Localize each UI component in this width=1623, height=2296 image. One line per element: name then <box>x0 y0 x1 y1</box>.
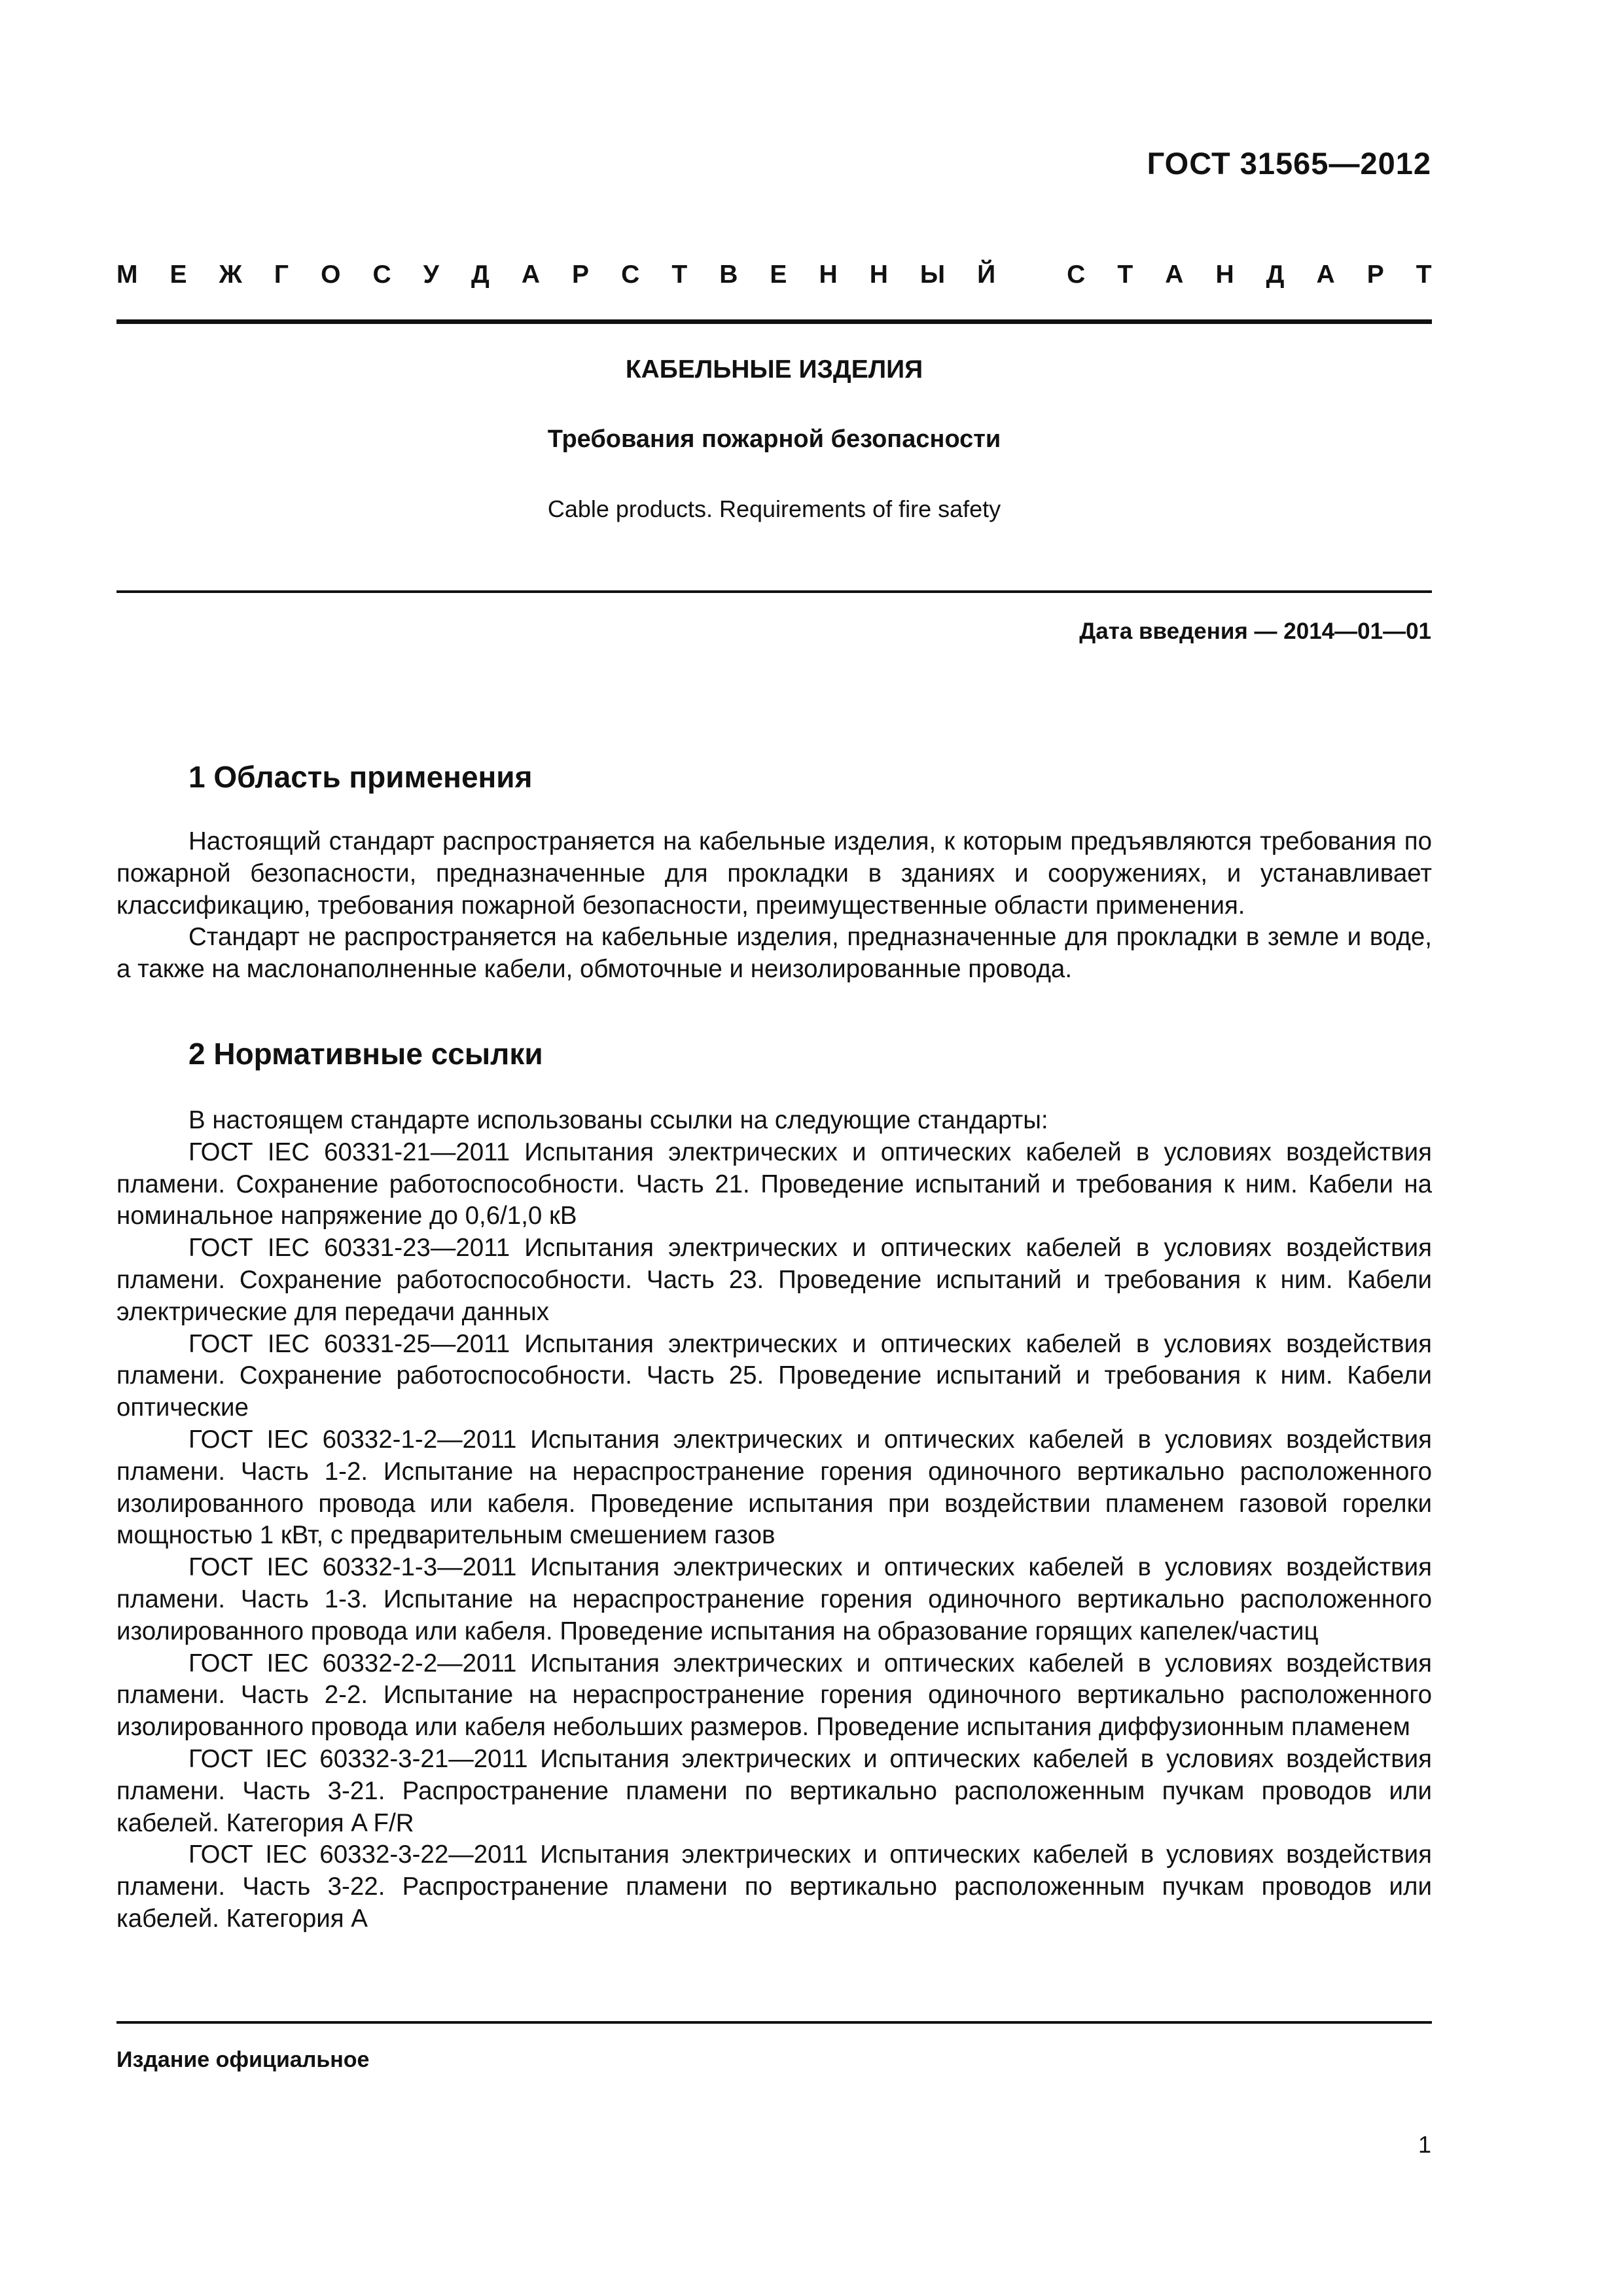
standard-type-letter: Ы <box>919 260 946 289</box>
document-title: КАБЕЛЬНЫЕ ИЗДЕЛИЯ <box>625 355 923 384</box>
standard-type-letter: Р <box>1366 260 1384 289</box>
standard-type-letter: Й <box>977 260 996 289</box>
standard-type-letter: Г <box>274 260 289 289</box>
reference-item: ГОСТ IEC 60331-21—2011 Испытания электрических и оптических кабелей в условиях воздействия пламени. Сохранение работоспособности. Часть 21. Проведение испытаний и требования к ним. Кабели на номинальное напряжение до 0,6/1,0 кВ <box>116 1138 1432 1230</box>
reference-item: ГОСТ IEC 60331-23—2011 Испытания электрических и оптических кабелей в условиях воздействия пламени. Сохранение работоспособности. Часть 23. Проведение испытаний и требования к ним. Кабели электрические для передачи данных <box>116 1234 1432 1326</box>
standard-type-letter: А <box>1165 260 1184 289</box>
standard-type-letter: Ж <box>219 260 242 289</box>
section-body-references <box>116 1105 1432 1935</box>
standard-type-letter <box>1027 260 1035 289</box>
standard-type-letter: Д <box>471 260 490 289</box>
standard-type-letter: О <box>321 260 341 289</box>
document-title-english: Cable products. Requirements of fire safety <box>547 495 1001 522</box>
standard-type-letter: С <box>621 260 640 289</box>
standard-type-heading <box>116 260 1432 289</box>
edition-label: Издание официальное <box>116 2047 370 2072</box>
paragraph: Стандарт не распространяется на кабельные изделия, предназначенные для прокладки в земле и воде, а также на маслонаполненные кабели, обмоточные и неизолированные провода. <box>116 923 1432 984</box>
standard-type-letter: Н <box>869 260 888 289</box>
introduction-date: Дата введения — 2014—01—01 <box>1079 619 1431 644</box>
standard-type-letter: А <box>1316 260 1335 289</box>
section-heading-references: 2 Нормативные ссылки <box>188 1037 543 1071</box>
standard-type-letter: С <box>1067 260 1086 289</box>
section-body-scope <box>116 826 1432 986</box>
paragraph: Настоящий стандарт распространяется на кабельные изделия, к которым предъявляются требования по пожарной безопасности, предназначенные для прокладки в зданиях и сооружениях, и устанавливает классификацию, требования пожарной безопасности, преимущественные области применения. <box>116 827 1432 920</box>
standard-type-letter: Н <box>819 260 838 289</box>
reference-item: ГОСТ IEC 60332-2-2—2011 Испытания электрических и оптических кабелей в условиях воздействия пламени. Часть 2-2. Испытание на нераспространение горения одиночного вертикально расположенного изолированного провода или кабеля небольших размеров. Проведение испытания диффузионным пламенем <box>116 1649 1432 1742</box>
standard-type-letter: С <box>372 260 391 289</box>
standard-type-letter: Д <box>1266 260 1285 289</box>
standard-type-letter: У <box>423 260 439 289</box>
standard-type-letter: Е <box>770 260 787 289</box>
document-number: ГОСТ 31565—2012 <box>1147 146 1431 181</box>
reference-item: ГОСТ IEC 60332-1-3—2011 Испытания электрических и оптических кабелей в условиях воздействия пламени. Часть 1-3. Испытание на нераспространение горения одиночного вертикально расположенного изолированного провода или кабеля. Проведение испытания на образование горящих капелек/частиц <box>116 1553 1432 1645</box>
document-subtitle: Требования пожарной безопасности <box>547 425 1001 453</box>
header-divider <box>116 319 1432 324</box>
standard-type-letter: Р <box>572 260 590 289</box>
standard-type-letter: Н <box>1215 260 1234 289</box>
page-number: 1 <box>1418 2131 1431 2158</box>
paragraph: В настоящем стандарте использованы ссылки на следующие стандарты: <box>188 1106 1048 1134</box>
reference-item: ГОСТ IEC 60332-3-21—2011 Испытания электрических и оптических кабелей в условиях воздействия пламени. Часть 3-21. Распространение пламени по вертикально расположенным пучкам проводов или кабелей. Категория A F/R <box>116 1744 1432 1837</box>
standard-type-letter: М <box>116 260 138 289</box>
standard-type-letter: В <box>719 260 738 289</box>
standard-type-letter: Е <box>169 260 187 289</box>
standard-type-letter: Т <box>1416 260 1432 289</box>
footer-divider <box>116 2021 1432 2024</box>
reference-item: ГОСТ IEC 60332-3-22—2011 Испытания электрических и оптических кабелей в условиях воздействия пламени. Часть 3-22. Распространение пламени по вертикально расположенным пучкам проводов или кабелей. Категория А <box>116 1840 1432 1933</box>
section-heading-scope: 1 Область применения <box>188 760 533 794</box>
reference-item: ГОСТ IEC 60332-1-2—2011 Испытания электрических и оптических кабелей в условиях воздействия пламени. Часть 1-2. Испытание на нераспространение горения одиночного вертикально расположенного изолированного провода или кабеля. Проведение испытания при воздействии пламенем газовой горелки мощностью 1 кВт, с предварительным смешением газов <box>116 1425 1432 1550</box>
standard-type-letter: Т <box>671 260 688 289</box>
reference-item: ГОСТ IEC 60331-25—2011 Испытания электрических и оптических кабелей в условиях воздействия пламени. Сохранение работоспособности. Часть 25. Проведение испытаний и требования к ним. Кабели оптические <box>116 1329 1432 1422</box>
standard-type-letter: Т <box>1117 260 1133 289</box>
standard-type-letter: А <box>521 260 540 289</box>
title-divider <box>116 590 1432 593</box>
